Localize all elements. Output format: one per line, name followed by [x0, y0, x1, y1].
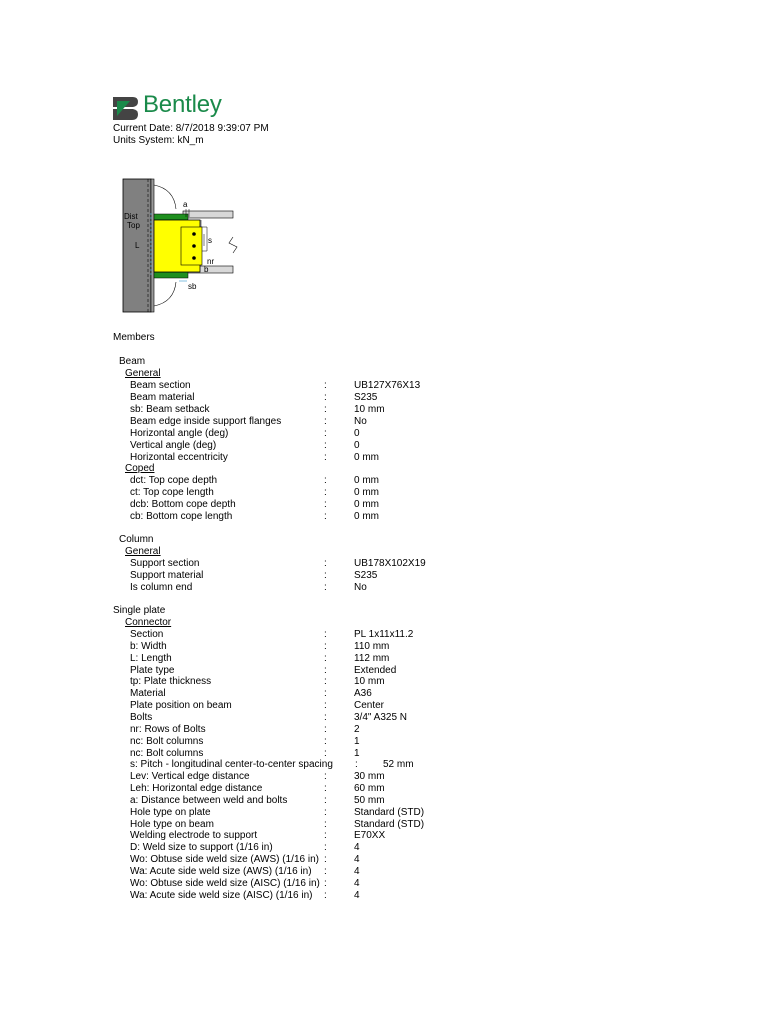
property-separator: :	[324, 676, 327, 688]
top-weld	[154, 214, 188, 220]
property-separator: :	[324, 854, 327, 866]
property-label: Bolts	[130, 711, 153, 723]
members-title: Members	[113, 332, 155, 343]
property-value: 1	[354, 735, 360, 747]
property-value: Extended	[354, 664, 397, 676]
property-separator: :	[324, 818, 327, 830]
property-label: Wo: Obtuse side weld size (AWS) (1/16 in)	[130, 854, 319, 866]
property-separator: :	[324, 735, 327, 747]
property-row	[0, 878, 768, 890]
property-row	[0, 452, 768, 464]
property-row	[0, 807, 768, 819]
property-separator: :	[324, 475, 327, 486]
property-separator: :	[324, 416, 327, 427]
property-value: No	[354, 416, 367, 427]
property-label: Support material	[130, 570, 204, 581]
property-value: PL 1x11x11.2	[354, 629, 414, 640]
property-separator: :	[355, 759, 358, 771]
property-row	[0, 665, 768, 677]
property-separator: :	[324, 830, 327, 842]
beam-general-title: General	[125, 368, 161, 379]
property-row	[0, 475, 768, 487]
property-separator: :	[324, 747, 327, 759]
property-row	[0, 570, 768, 582]
connector-title: Connector	[125, 617, 172, 628]
property-label: Is column end	[130, 582, 193, 593]
property-label: nr: Rows of Bolts	[130, 723, 206, 735]
property-row	[0, 404, 768, 416]
bentley-b-icon	[111, 94, 139, 122]
property-row	[0, 582, 768, 594]
property-separator: :	[324, 558, 327, 569]
property-label: Wa: Acute side weld size (AWS) (1/16 in)	[130, 866, 312, 877]
property-row	[0, 795, 768, 807]
property-label: Lev: Vertical edge distance	[130, 771, 250, 783]
property-label: Hole type on beam	[130, 818, 214, 830]
connection-diagram	[121, 177, 246, 319]
property-label: Welding electrode to support	[130, 830, 258, 842]
dim-sb-label: sb	[188, 282, 197, 291]
property-separator: :	[324, 440, 327, 451]
property-row	[0, 558, 768, 570]
property-value: 0 mm	[354, 452, 379, 463]
property-separator: :	[324, 428, 327, 439]
property-value: UB178X102X19	[354, 558, 426, 569]
property-value: S235	[354, 392, 378, 403]
property-value: 0 mm	[354, 499, 379, 510]
dim-nr-label: nr	[207, 257, 215, 266]
property-row	[0, 854, 768, 866]
property-value: 0	[354, 428, 360, 439]
property-row	[0, 428, 768, 440]
column-title: Column	[119, 534, 154, 545]
property-label: Leh: Horizontal edge distance	[130, 783, 263, 795]
property-row	[0, 819, 768, 831]
property-row	[0, 641, 768, 653]
property-value: UB127X76X13	[354, 380, 421, 391]
property-label: Section	[130, 629, 164, 640]
property-label: tp: Plate thickness	[130, 676, 212, 688]
property-separator: :	[324, 783, 327, 795]
property-value: S235	[354, 570, 378, 581]
property-value: 30 mm	[354, 771, 385, 783]
beam-top-flange	[183, 211, 233, 218]
property-row	[0, 724, 768, 736]
property-label: nc: Bolt columns	[130, 735, 204, 747]
beam-coped-title: Coped	[125, 463, 155, 474]
property-row	[0, 736, 768, 748]
property-label: Beam material	[130, 392, 195, 403]
property-label: dcb: Bottom cope depth	[130, 499, 236, 510]
property-row	[0, 676, 768, 688]
property-separator: :	[324, 842, 327, 854]
property-value: 4	[354, 842, 360, 854]
property-label: ct: Top cope length	[130, 487, 214, 498]
dim-top-label: Top	[127, 221, 140, 230]
property-value: 3/4" A325 N	[354, 711, 408, 723]
property-separator: :	[324, 511, 327, 522]
property-value: 2	[354, 723, 360, 735]
property-separator: :	[324, 723, 327, 735]
property-separator: :	[324, 688, 327, 700]
property-separator: :	[324, 452, 327, 463]
bottom-weld	[154, 272, 188, 278]
property-label: dct: Top cope depth	[130, 475, 218, 486]
property-separator: :	[324, 700, 327, 712]
property-label: nc: Bolt columns	[130, 747, 204, 759]
bolt	[192, 232, 196, 236]
property-row	[0, 759, 768, 771]
bolt	[192, 244, 196, 248]
property-value: Standard (STD)	[354, 806, 425, 818]
property-value: Center	[354, 700, 385, 712]
dim-b-label: b	[204, 265, 209, 274]
property-separator: :	[324, 487, 327, 498]
column-flange	[151, 179, 154, 312]
property-row	[0, 771, 768, 783]
bolt	[192, 256, 196, 260]
property-row	[0, 890, 768, 902]
property-value: 112 mm	[354, 652, 390, 664]
property-row	[0, 688, 768, 700]
property-separator: :	[324, 711, 327, 723]
dim-l-label: L	[135, 241, 140, 250]
property-value: 4	[354, 854, 360, 866]
property-label: Support section	[130, 558, 200, 569]
property-separator: :	[324, 866, 327, 877]
property-label: Hole type on plate	[130, 806, 211, 818]
column-general-title: General	[125, 546, 161, 557]
property-label: Material	[130, 688, 166, 700]
property-separator: :	[324, 640, 327, 652]
property-value: 4	[354, 877, 360, 889]
property-value: 110 mm	[354, 640, 390, 652]
property-separator: :	[324, 794, 327, 806]
property-label: L: Length	[130, 652, 172, 664]
property-row	[0, 653, 768, 665]
property-value: 0 mm	[354, 487, 379, 498]
logo-text: Bentley	[143, 91, 222, 118]
property-row	[0, 712, 768, 724]
property-row	[0, 700, 768, 712]
property-label: Plate position on beam	[130, 700, 232, 712]
property-value: No	[354, 582, 367, 593]
property-label: Vertical angle (deg)	[130, 440, 217, 451]
property-row	[0, 440, 768, 452]
property-separator: :	[324, 806, 327, 818]
dim-s-label: s	[208, 236, 212, 245]
property-value: 0	[354, 440, 360, 451]
property-label: cb: Bottom cope length	[130, 511, 233, 522]
property-value: 10 mm	[354, 404, 385, 415]
property-row	[0, 748, 768, 760]
property-row	[0, 866, 768, 878]
units-system: Units System: kN_m	[113, 135, 204, 146]
property-row	[0, 629, 768, 641]
property-separator: :	[324, 771, 327, 783]
property-row	[0, 511, 768, 523]
property-separator: :	[324, 499, 327, 510]
property-label: Beam section	[130, 380, 191, 391]
property-row	[0, 830, 768, 842]
property-row	[0, 380, 768, 392]
property-value: A36	[354, 688, 372, 700]
beam-title: Beam	[119, 356, 146, 367]
property-value: 4	[354, 889, 360, 901]
property-separator: :	[324, 664, 327, 676]
property-label: Horizontal angle (deg)	[130, 428, 229, 439]
dim-a-label: a	[183, 200, 188, 209]
property-label: D: Weld size to support (1/16 in)	[130, 842, 273, 854]
property-value: 1	[354, 747, 360, 759]
property-row	[0, 487, 768, 499]
property-separator: :	[324, 582, 327, 593]
property-separator: :	[324, 629, 327, 640]
property-value: 10 mm	[354, 676, 385, 688]
property-row	[0, 783, 768, 795]
dim-dist-label: Dist	[124, 212, 138, 221]
property-value: E70XX	[354, 830, 386, 842]
property-separator: :	[324, 392, 327, 403]
property-label: a: Distance between weld and bolts	[130, 794, 288, 806]
property-separator: :	[324, 380, 327, 391]
property-label: b: Width	[130, 640, 167, 652]
property-separator: :	[324, 889, 327, 901]
property-row	[0, 842, 768, 854]
property-label: sb: Beam setback	[130, 404, 210, 415]
property-value: 50 mm	[354, 794, 385, 806]
bentley-logo	[111, 91, 241, 124]
property-value: 52 mm	[383, 759, 414, 771]
property-label: s: Pitch - longitudinal center-to-center spacing	[130, 759, 333, 771]
property-label: Wo: Obtuse side weld size (AISC) (1/16 in)	[130, 877, 320, 889]
property-label: Wa: Acute side weld size (AISC) (1/16 in)	[130, 889, 313, 901]
property-row	[0, 392, 768, 404]
property-row	[0, 416, 768, 428]
current-date: Current Date: 8/7/2018 9:39:07 PM	[113, 123, 269, 134]
property-value: 60 mm	[354, 783, 385, 795]
property-value: 4	[354, 866, 360, 877]
property-value: 0 mm	[354, 511, 379, 522]
single-plate-title: Single plate	[113, 605, 166, 616]
property-label: Beam edge inside support flanges	[130, 416, 282, 427]
property-row	[0, 499, 768, 511]
property-value: 0 mm	[354, 475, 379, 486]
property-label: Plate type	[130, 664, 175, 676]
property-separator: :	[324, 404, 327, 415]
property-separator: :	[324, 652, 327, 664]
property-separator: :	[324, 570, 327, 581]
property-value: Standard (STD)	[354, 818, 425, 830]
property-separator: :	[324, 877, 327, 889]
property-label: Horizontal eccentricity	[130, 452, 228, 463]
